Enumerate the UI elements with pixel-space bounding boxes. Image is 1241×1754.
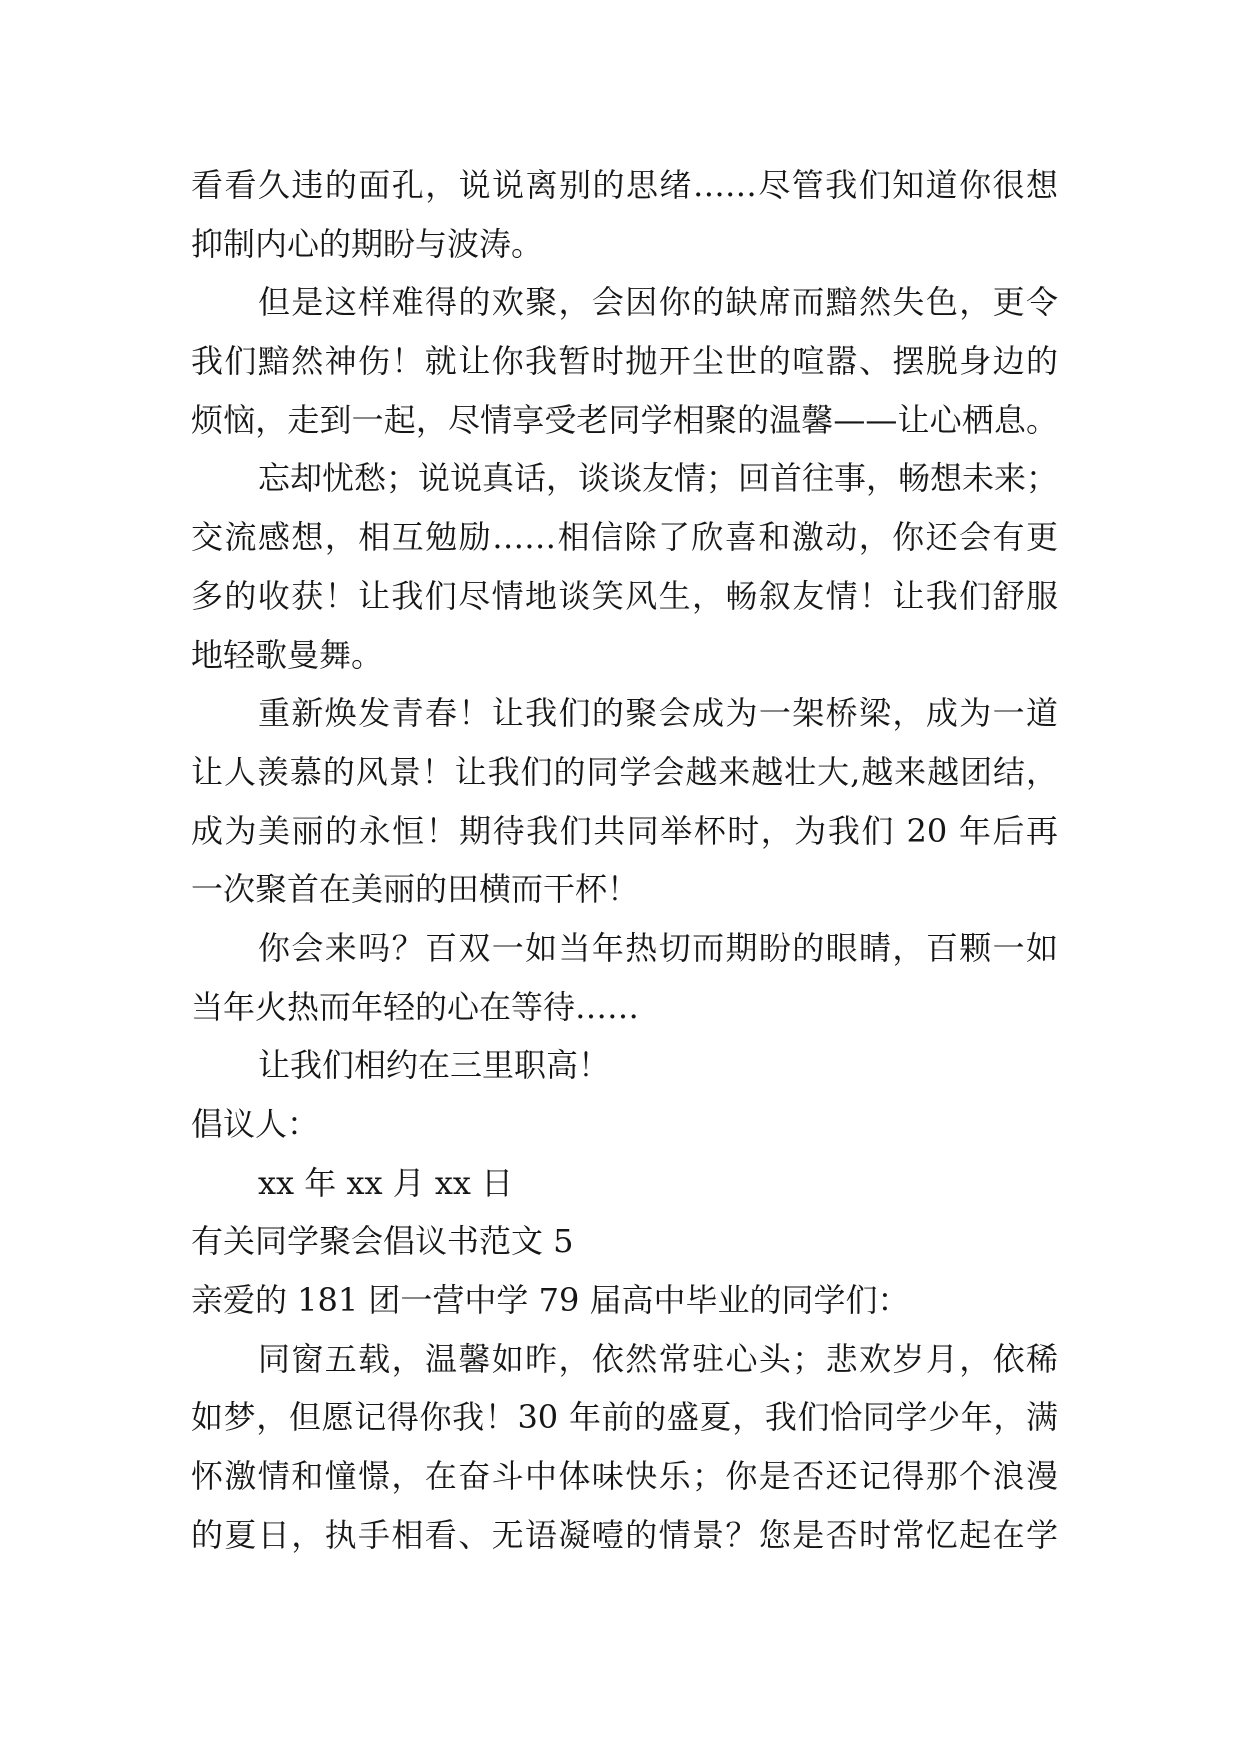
salutation: 亲爱的 181 团一营中学 79 届高中毕业的同学们：: [191, 1281, 910, 1320]
text-line: 同窗五载，温馨如昨，依然常驻心头；悲欢岁月，依稀: [258, 1339, 1058, 1378]
text-line: 让人羡慕的风景！让我们的同学会越来越壮大,越来越团结，: [191, 752, 1058, 791]
text-line: 你会来吗？百双一如当年热切而期盼的眼睛，百颗一如: [258, 928, 1058, 967]
text-line: 让我们相约在三里职高！: [258, 1046, 611, 1085]
text-line: 但是这样难得的欢聚，会因你的缺席而黯然失色，更令: [258, 283, 1058, 322]
text-line: 一次聚首在美丽的田横而干杯！: [191, 870, 640, 909]
text-line: 烦恼，走到一起，尽情享受老同学相聚的温馨——让心栖息。: [191, 400, 1058, 439]
section-title: 有关同学聚会倡议书范文 5: [191, 1222, 574, 1261]
text-line: 成为美丽的永恒！期待我们共同举杯时，为我们 20 年后再: [191, 811, 1058, 850]
text-line: 怀激情和憧憬，在奋斗中体味快乐；你是否还记得那个浪漫: [191, 1457, 1058, 1496]
text-line: 交流感想，相互勉励……相信除了欣喜和激动，你还会有更: [191, 518, 1058, 557]
text-line: 地轻歌曼舞。: [191, 635, 384, 674]
document-body: [191, 156, 1058, 1565]
text-line: 看看久违的面孔，说说离别的思绪……尽管我们知道你很想: [191, 166, 1058, 204]
text-line: 多的收获！让我们尽情地谈笑风生，畅叙友情！让我们舒服: [191, 576, 1058, 615]
paragraph: [191, 1036, 1058, 1095]
text-line: 的夏日，执手相看、无语凝噎的情景？您是否时常忆起在学: [191, 1515, 1058, 1554]
signatory-label: 倡议人：: [191, 1105, 320, 1143]
paragraph: [191, 919, 1058, 1036]
paragraph: [191, 449, 1058, 684]
text-line: 抑制内心的期盼与波涛。: [191, 224, 544, 263]
text-line: 重新焕发青春！让我们的聚会成为一架桥梁，成为一道: [258, 694, 1058, 733]
paragraph: [191, 156, 1058, 273]
text-line: 如梦，但愿记得你我！30 年前的盛夏，我们恰同学少年，满: [191, 1398, 1058, 1437]
date-line: xx 年 xx 月 xx 日: [258, 1163, 514, 1202]
text-line: 忘却忧愁；说说真话，谈谈友情；回首往事，畅想未来；: [258, 459, 1058, 498]
paragraph: [191, 273, 1058, 449]
paragraph: [191, 1330, 1058, 1565]
text-line: 当年火热而年轻的心在等待……: [191, 987, 640, 1026]
paragraph: [191, 684, 1058, 919]
text-line: 我们黯然神伤！就让你我暂时抛开尘世的喧嚣、摆脱身边的: [191, 342, 1058, 381]
